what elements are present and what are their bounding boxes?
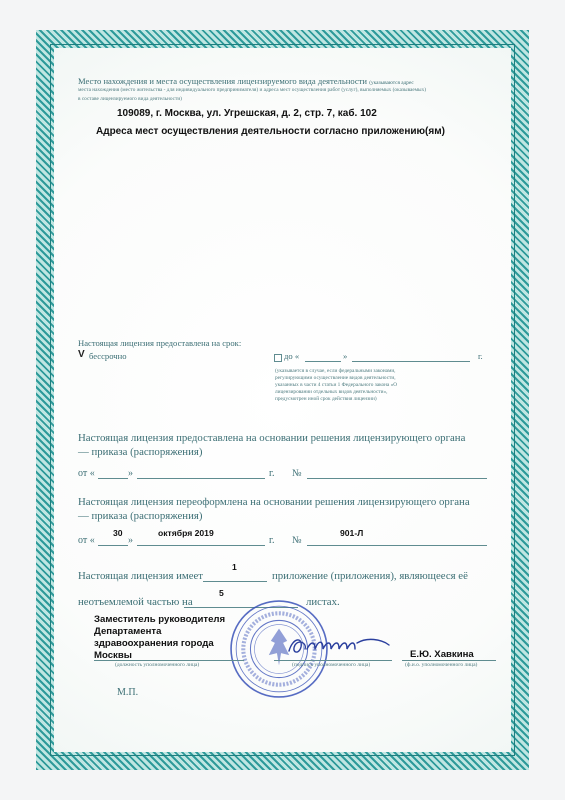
signatory-name: Е.Ю. Хавкина bbox=[410, 649, 474, 660]
location-note-line3: в составе лицензируемого вида деятельности) bbox=[78, 96, 182, 102]
until-date-line bbox=[352, 361, 470, 362]
location-heading-note: (указываются адрес bbox=[369, 80, 414, 86]
reissue-year-suffix: г. bbox=[269, 535, 275, 546]
basis-day-line bbox=[98, 478, 128, 479]
until-suffix: г. bbox=[478, 351, 483, 361]
signatory-position-line3: здравоохранения города bbox=[94, 638, 214, 649]
appendix-line1-prefix: Настоящая лицензия имеет bbox=[78, 570, 204, 582]
appendix-line1-suffix: приложение (приложения), являющееся её bbox=[272, 570, 468, 582]
basis-from-mid: » bbox=[128, 468, 133, 479]
reissue-number-line bbox=[307, 545, 487, 546]
until-checkbox[interactable] bbox=[274, 354, 282, 362]
signature-image bbox=[285, 633, 395, 659]
signatory-position-line2: Департамента bbox=[94, 626, 162, 637]
name-line bbox=[402, 660, 496, 661]
reissue-day-value: 30 bbox=[113, 528, 123, 538]
reissue-line2: — приказа (распоряжения) bbox=[78, 510, 203, 522]
appendix-line2-prefix: неотъемлемой частью на bbox=[78, 596, 193, 608]
until-mid: » bbox=[343, 351, 348, 361]
reissue-from-prefix: от « bbox=[78, 535, 95, 546]
term-note: (указывается в случае, если федеральными законами, регулирующими осуществление видов деятельности, указанных в части 4 статьи 1 Федерального закона «О лицензировании отдельных видов деятельности», предусмотрен иной срок действия лицензии) bbox=[275, 368, 398, 402]
reissue-date-value: октября 2019 bbox=[158, 528, 214, 538]
signature-caption: (подпись уполномоченного лица) bbox=[292, 662, 371, 668]
basis-number-sign: № bbox=[292, 468, 302, 479]
address-value: 109089, г. Москва, ул. Угрешская, д. 2, стр. 7, каб. 102 bbox=[117, 108, 377, 119]
reissue-date-line bbox=[137, 545, 265, 546]
reissue-number-sign: № bbox=[292, 535, 302, 546]
name-caption: (ф.и.о. уполномоченного лица) bbox=[405, 662, 478, 668]
signatory-position-line1: Заместитель руководителя bbox=[94, 614, 226, 625]
reissue-number-value: 901-Л bbox=[340, 528, 364, 538]
reissue-from-mid: » bbox=[128, 535, 133, 546]
basis-year-suffix: г. bbox=[269, 468, 275, 479]
reissue-line1: Настоящая лицензия переоформлена на основании решения лицензирующего органа bbox=[78, 496, 470, 508]
unlimited-label: бессрочно bbox=[89, 351, 127, 361]
until-prefix: до « bbox=[284, 351, 300, 361]
basis-line1: Настоящая лицензия предоставлена на основании решения лицензирующего органа bbox=[78, 432, 466, 444]
unlimited-checkmark: V bbox=[78, 349, 85, 360]
location-note-line2: места нахождения (место жительства - для индивидуального предпринимателя) и адреса мест осуществления работ (услуг), выполняемых (оказываемых) bbox=[78, 87, 427, 93]
basis-line2: — приказа (распоряжения) bbox=[78, 446, 203, 458]
signature-line bbox=[274, 660, 392, 661]
position-caption: (должность уполномоченного лица) bbox=[115, 662, 200, 668]
basis-from-prefix: от « bbox=[78, 468, 95, 479]
position-line bbox=[94, 660, 244, 661]
basis-number-line bbox=[307, 478, 487, 479]
reissue-day-line bbox=[98, 545, 128, 546]
appendix-sheets-value: 5 bbox=[219, 588, 224, 598]
basis-date-line bbox=[137, 478, 265, 479]
signatory-position-line4: Москвы bbox=[94, 650, 132, 661]
until-day-line bbox=[305, 361, 341, 362]
appendix-count-value: 1 bbox=[232, 562, 237, 572]
location-heading bbox=[78, 76, 414, 86]
addresses-appendix-text: Адреса мест осуществления деятельности согласно приложению(ям) bbox=[96, 126, 445, 137]
term-label: Настоящая лицензия предоставлена на срок: bbox=[78, 338, 242, 348]
appendix-count-line bbox=[203, 581, 267, 582]
location-heading-text: Место нахождения и места осуществления лицензируемого вида деятельности bbox=[78, 76, 368, 86]
stamp-place-label: М.П. bbox=[117, 687, 139, 698]
appendix-line2-suffix: листах. bbox=[306, 596, 340, 608]
